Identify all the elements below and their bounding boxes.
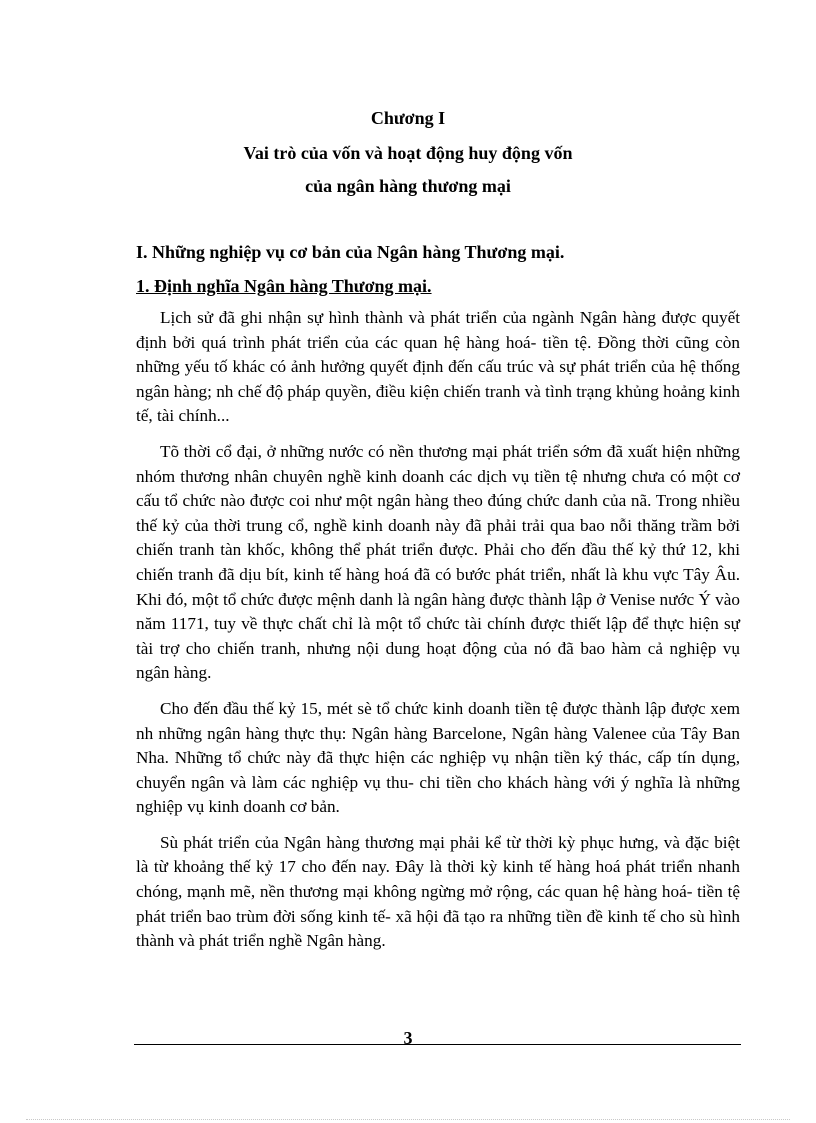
section-heading: I. Những nghiệp vụ cơ bản của Ngân hàng Thương mại.	[136, 242, 565, 262]
page-number: 3	[403, 1028, 413, 1048]
paragraph: Tõ thời cổ đại, ở những nước có nền thương mại phát triển sớm đã xuất hiện những nhóm thương nhân chuyên nghề kinh doanh các dịch vụ tiền tệ nhưng chưa có một cơ cấu tổ chức nào được coi như một ngân hàng theo đúng chức danh của nã. Trong nhiều thế kỷ của thời trung cổ, nghề kinh doanh này đã phải trải qua bao nỗi thăng trầm bởi chiến tranh tàn khốc, không thể phát triển được. Phải cho đến đầu thế kỷ thứ 12, khi chiến tranh đã dịu bít, kinh tế hàng hoá đã có bước phát triển, nhất là khu vực Tây Âu. Khi đó, một tổ chức được mệnh danh là ngân hàng được thành lập ở Venise nước Ý vào năm 1171, tuy về thực chất chỉ là một tổ chức tài chính được thiết lập để thực hiện sự tài trợ cho chiến tranh, nhưng nội dung hoạt động của nó đã bao hàm cả nghiệp vụ ngân hàng.	[136, 441, 740, 683]
chapter-title-line-2: của ngân hàng thương mại	[305, 176, 511, 196]
chapter-title-line-1: Vai trò của vốn và hoạt động huy động vốn	[243, 143, 573, 163]
paragraph: Sù phát triển của Ngân hàng thương mại phải kể từ thời kỳ phục hưng, và đặc biệt là từ khoảng thế kỷ 17 cho đến nay. Đây là thời kỳ kinh tế hàng hoá phát triển nhanh chóng, mạnh mẽ, nền thương mại không ngừng mở rộng, các quan hệ hàng hoá- tiền tệ phát triển bao trùm đời sống kinh tế- xã hội đã tạo ra những tiền đề kinh tế cho sù hình thành và phát triển nghề Ngân hàng.	[136, 832, 740, 951]
footer-rule	[134, 1044, 741, 1045]
subsection-heading: 1. Định nghĩa Ngân hàng Thương mại.	[136, 276, 432, 296]
paragraph: Cho đến đầu thế kỷ 15, mét sè tổ chức kinh doanh tiền tệ được thành lập được xem nh những ngân hàng thực thụ: Ngân hàng Barcelone, Ngân hàng Valenee của Tây Ban Nha. Những tổ chức này đã thực hiện các nghiệp vụ nhận tiền ký thác, cấp tín dụng, chuyển ngân và làm các nghiệp vụ thu- chi tiền cho khách hàng với ý nghĩa là những nghiệp vụ kinh doanh cơ bản.	[136, 698, 740, 817]
chapter-number: Chương I	[370, 108, 446, 128]
body-text	[136, 306, 740, 954]
paragraph: Lịch sử đã ghi nhận sự hình thành và phát triển của ngành Ngân hàng được quyết định bởi quá trình phát triển của các quan hệ hàng hoá- tiền tệ. Đồng thời cũng còn những yếu tố khác có ảnh hưởng quyết định đến cấu trúc và sự phát triển của hệ thống ngân hàng; nh chế độ pháp quyền, điều kiện chiến tranh và tình trạng khủng hoảng kinh tế, tài chính...	[136, 308, 740, 426]
page-edge-dots	[26, 1119, 790, 1120]
